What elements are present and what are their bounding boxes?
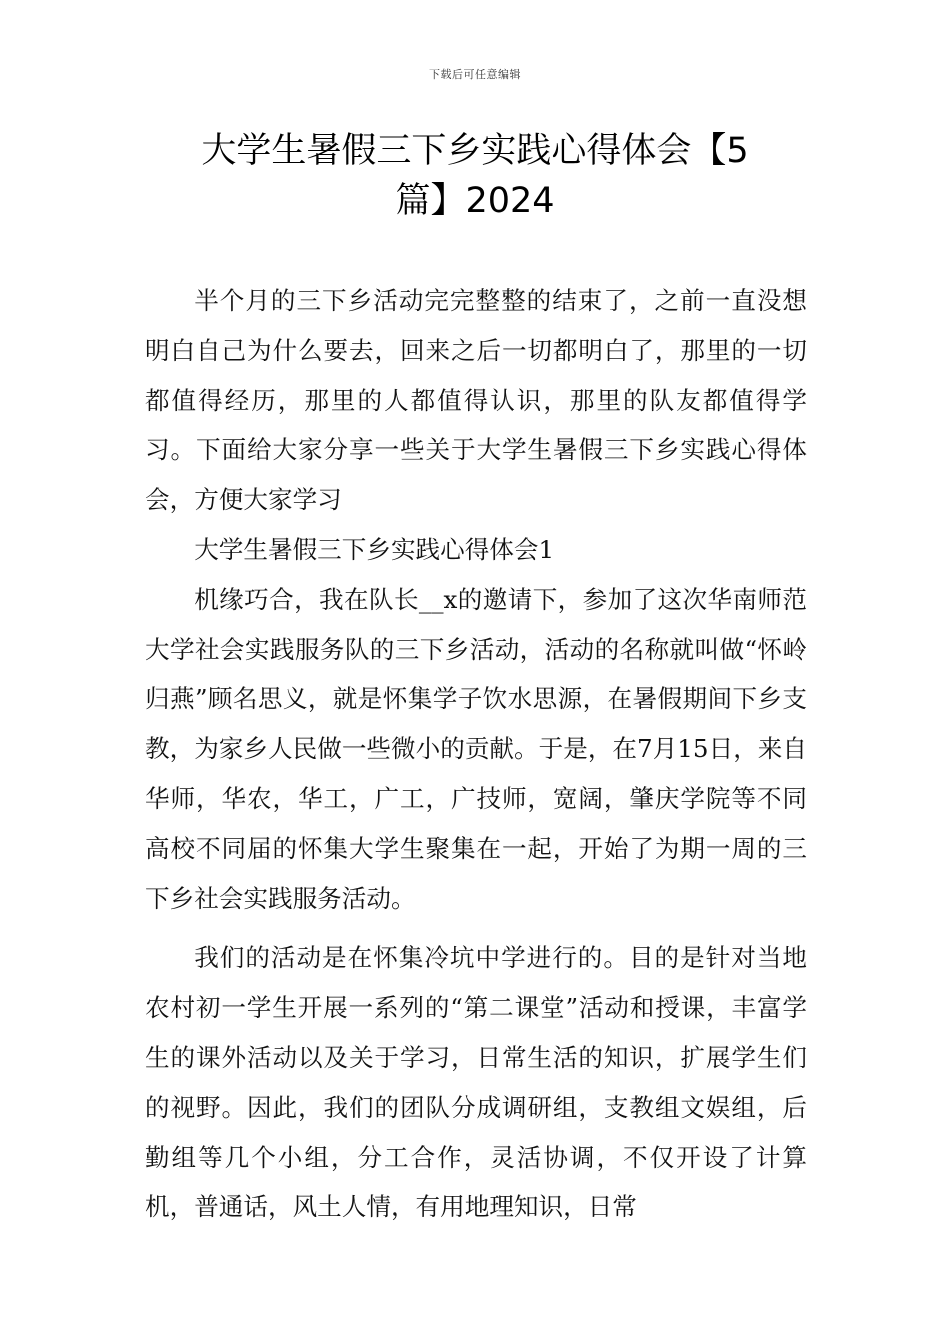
- document-body: [145, 276, 807, 1232]
- body-paragraph: 机缘巧合，我在队长__x的邀请下，参加了这次华南师范大学社会实践服务队的三下乡活动，活动的名称就叫做“怀岭归燕”顾名思义，就是怀集学子饮水思源，在暑假期间下乡支教，为家乡人民做一些微小的贡献。于是，在7月15日，来自华师，华农，华工，广工，广技师，宽阔，肇庆学院等不同高校不同届的怀集大学生聚集在一起，开始了为期一周的三下乡社会实践服务活动。: [145, 584, 807, 913]
- document-title: 大学生暑假三下乡实践心得体会【5篇】2024: [201, 131, 749, 221]
- body-paragraph: 我们的活动是在怀集冷坑中学进行的。目的是针对当地农村初一学生开展一系列的“第二课堂”活动和授课，丰富学生的课外活动以及关于学习，日常生活的知识，扩展学生们的视野。因此，我们的团队分成调研组，支教组文娱组，后勤组等几个小组，分工合作，灵活协调，不仅开设了计算机，普通话，风土人情，有用地理知识，日常: [145, 943, 807, 1222]
- intro-paragraph: 半个月的三下乡活动完完整整的结束了，之前一直没想明白自己为什么要去，回来之后一切都明白了，那里的一切都值得经历，那里的人都值得认识，那里的队友都值得学习。下面给大家分享一些关于大学生暑假三下乡实践心得体会，方便大家学习: [145, 286, 807, 515]
- section-heading: 大学生暑假三下乡实践心得体会1: [194, 534, 555, 564]
- header-note: 下载后可任意编辑: [429, 68, 521, 81]
